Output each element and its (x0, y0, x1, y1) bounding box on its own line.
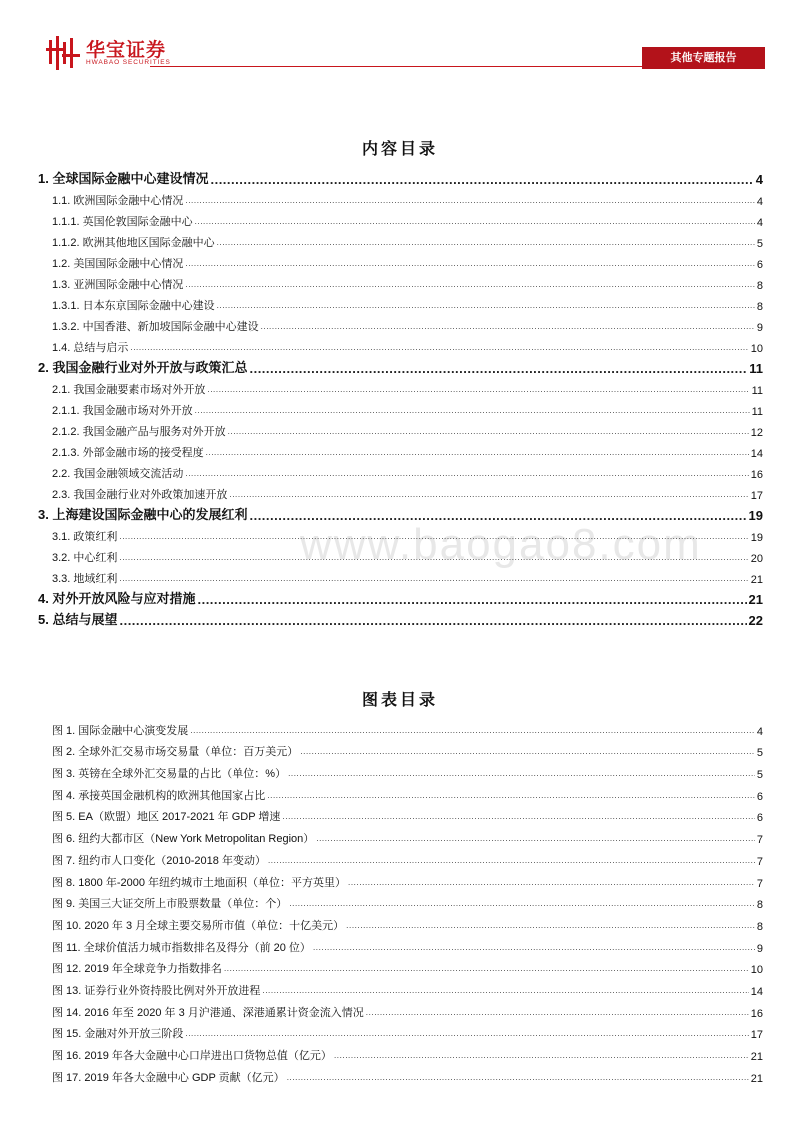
toc-entry[interactable] (38, 523, 763, 544)
dot-leader (366, 1006, 749, 1020)
entry-page-number: 14 (750, 985, 763, 998)
entry-page-number: 7 (756, 877, 763, 890)
dot-leader (195, 404, 750, 418)
entry-page-number: 22 (748, 613, 763, 628)
toc-entry[interactable] (38, 955, 763, 977)
dot-leader (334, 1049, 749, 1063)
toc-entry[interactable] (38, 1020, 763, 1042)
entry-page-number: 21 (750, 574, 763, 586)
entry-label: 图 2. 全球外汇交易市场交易量（单位：百万美元） (52, 746, 299, 759)
entry-label: 图 9. 美国三大证交所上市股票数量（单位：个） (52, 898, 288, 911)
entry-label: 2. 我国金融行业对外开放与政策汇总 (38, 360, 248, 375)
dot-leader (289, 897, 755, 911)
dot-leader (185, 467, 748, 481)
entry-label: 图 15. 金融对外开放三阶段 (52, 1028, 184, 1041)
dot-leader (316, 832, 755, 846)
entry-label: 1.3.2. 中国香港、新加坡国际金融中心建设 (52, 321, 259, 333)
dot-leader (130, 341, 748, 355)
dot-leader (185, 257, 754, 271)
logo-text-en: HWABAO SECURITIES (86, 59, 171, 66)
entry-label: 3.3. 地域红利 (52, 573, 118, 585)
dot-leader (348, 876, 755, 890)
toc-entry[interactable] (38, 759, 763, 781)
entry-label: 3. 上海建设国际金融中心的发展红利 (38, 507, 248, 522)
entry-page-number: 6 (756, 812, 763, 825)
dot-leader (217, 299, 755, 313)
dot-leader (267, 789, 755, 803)
logo-icon (46, 36, 80, 70)
dot-leader (229, 488, 748, 502)
toc-entry[interactable] (38, 271, 763, 292)
entry-label: 图 10. 2020 年 3 月全球主要交易所市值（单位：十亿美元） (52, 919, 345, 932)
toc-entry[interactable] (38, 586, 763, 607)
figures-title: 图表目录 (361, 690, 438, 709)
entry-label: 图 8. 1800 年-2000 年纽约城市土地面积（单位：平方英里） (52, 876, 347, 889)
figures-list (38, 716, 763, 1085)
toc-entry[interactable] (38, 229, 763, 250)
toc-entry[interactable] (38, 868, 763, 890)
entry-label: 3.2. 中心红利 (52, 552, 118, 564)
entry-page-number: 11 (751, 406, 763, 418)
dot-leader (346, 919, 755, 933)
dot-leader (119, 613, 746, 628)
entry-page-number: 7 (756, 855, 763, 868)
entry-page-number: 8 (756, 899, 763, 912)
entry-label: 图 5. EA（欧盟）地区 2017-2021 年 GDP 增速 (52, 811, 281, 824)
dot-leader (268, 854, 755, 868)
entry-label: 3.1. 政策红利 (52, 531, 118, 543)
toc-entry[interactable] (38, 890, 763, 912)
entry-label: 4. 对外开放风险与应对措施 (38, 591, 196, 606)
entry-page-number: 5 (756, 238, 763, 250)
toc-entry[interactable] (38, 933, 763, 955)
toc-entry[interactable] (38, 544, 763, 565)
dot-leader (313, 941, 755, 955)
toc-entry[interactable] (38, 1063, 763, 1085)
entry-label: 2.1.2. 我国金融产品与服务对外开放 (52, 426, 226, 438)
entry-page-number: 17 (750, 490, 763, 502)
toc-entry[interactable] (38, 166, 763, 187)
toc-entry[interactable] (38, 313, 763, 334)
toc-entry[interactable] (38, 565, 763, 586)
entry-page-number: 20 (750, 553, 763, 565)
toc-entry[interactable] (38, 781, 763, 803)
toc-entry[interactable] (38, 1041, 763, 1063)
entry-label: 图 17. 2019 年各大金融中心 GDP 贡献（亿元） (52, 1071, 285, 1084)
entry-page-number: 12 (750, 427, 763, 439)
entry-label: 图 3. 英镑在全球外汇交易量的占比（单位：%） (52, 768, 287, 781)
toc-entry[interactable] (38, 460, 763, 481)
entry-page-number: 10 (750, 343, 763, 355)
entry-page-number: 16 (750, 1007, 763, 1020)
watermark: www.baogao8.com (300, 520, 702, 569)
dot-leader (249, 361, 747, 376)
dot-leader (217, 236, 755, 250)
dot-leader (288, 767, 755, 781)
dot-leader (185, 1027, 748, 1041)
entry-label: 1.4. 总结与启示 (52, 342, 129, 354)
toc-entry[interactable] (38, 439, 763, 460)
dot-leader (224, 962, 749, 976)
entry-label: 图 1. 国际金融中心演变发展 (52, 724, 189, 737)
report-type-badge: 其他专题报告 (642, 47, 765, 69)
toc-entry[interactable] (38, 716, 763, 738)
entry-page-number: 14 (750, 448, 763, 460)
dot-leader (249, 508, 746, 523)
dot-leader (190, 724, 755, 738)
toc-entry[interactable] (38, 998, 763, 1020)
entry-page-number: 4 (756, 217, 763, 229)
entry-label: 图 16. 2019 年各大金融中心口岸进出口货物总值（亿元） (52, 1050, 332, 1062)
entry-page-number: 16 (750, 469, 763, 481)
entry-label: 2.1. 我国金融要素市场对外开放 (52, 384, 206, 396)
dot-leader (282, 810, 754, 824)
dot-leader (300, 745, 755, 759)
dot-leader (119, 530, 748, 544)
entry-page-number: 8 (756, 280, 763, 292)
entry-page-number: 17 (750, 1029, 763, 1042)
entry-label: 图 11. 全球价值活力城市指数排名及得分（前 20 位） (52, 941, 311, 954)
entry-page-number: 21 (750, 1051, 763, 1063)
toc-title: 内容目录 (361, 139, 438, 158)
dot-leader (207, 383, 749, 397)
entry-page-number: 8 (756, 301, 763, 313)
entry-label: 图 4. 承接英国金融机构的欧洲其他国家占比 (52, 789, 266, 802)
entry-page-number: 6 (756, 259, 763, 271)
dot-leader (228, 425, 749, 439)
dot-leader (119, 551, 748, 565)
entry-page-number: 11 (751, 385, 763, 397)
dot-leader (119, 572, 748, 586)
entry-label: 2.1.1. 我国金融市场对外开放 (52, 405, 193, 417)
toc-entry[interactable] (38, 481, 763, 502)
toc-entry[interactable] (38, 376, 763, 397)
entry-page-number: 4 (755, 172, 763, 187)
page-header (0, 0, 800, 80)
dot-leader (210, 172, 753, 187)
entry-page-number: 9 (756, 942, 763, 955)
entry-label: 图 6. 纽约大都市区（New York Metropolitan Region） (52, 833, 315, 846)
entry-label: 图 7. 纽约市人口变化（2010-2018 年变动） (52, 854, 266, 867)
entry-label: 2.2. 我国金融领域交流活动 (52, 468, 184, 480)
toc-entry[interactable] (38, 502, 763, 523)
toc-entry[interactable] (38, 976, 763, 998)
toc-entry[interactable] (38, 355, 763, 376)
toc-list (38, 166, 763, 628)
entry-page-number: 21 (748, 592, 763, 607)
entry-page-number: 5 (756, 747, 763, 760)
entry-label: 图 14. 2016 年至 2020 年 3 月沪港通、深港通累计资金流入情况 (52, 1006, 364, 1019)
entry-label: 1.2. 美国国际金融中心情况 (52, 258, 184, 270)
toc-entry[interactable] (38, 846, 763, 868)
entry-page-number: 5 (756, 769, 763, 782)
entry-label: 2.3. 我国金融行业对外政策加速开放 (52, 489, 228, 501)
toc-entry[interactable] (38, 187, 763, 208)
entry-page-number: 21 (750, 1072, 763, 1085)
toc-entry[interactable] (38, 803, 763, 825)
entry-page-number: 19 (748, 508, 763, 523)
entry-label: 图 13. 证券行业外资持股比例对外开放进程 (52, 984, 261, 997)
entry-page-number: 7 (756, 834, 763, 847)
toc-entry[interactable] (38, 208, 763, 229)
dot-leader (195, 215, 755, 229)
entry-label: 1.1.2. 欧洲其他地区国际金融中心 (52, 237, 215, 249)
toc-entry[interactable] (38, 292, 763, 313)
toc-entry[interactable] (38, 334, 763, 355)
dot-leader (197, 592, 746, 607)
entry-label: 2.1.3. 外部金融市场的接受程度 (52, 447, 204, 459)
toc-entry[interactable] (38, 397, 763, 418)
logo-text-cn: 华宝证券 (86, 39, 167, 61)
toc-entry[interactable] (38, 738, 763, 760)
dot-leader (262, 984, 748, 998)
dot-leader (261, 320, 755, 334)
entry-page-number: 8 (756, 920, 763, 933)
toc-entry[interactable] (38, 824, 763, 846)
entry-page-number: 9 (756, 322, 763, 334)
dot-leader (185, 278, 754, 292)
dot-leader (287, 1071, 749, 1085)
entry-page-number: 11 (749, 361, 763, 376)
entry-label: 5. 总结与展望 (38, 612, 118, 627)
entry-label: 1.1. 欧洲国际金融中心情况 (52, 195, 184, 207)
toc-entry[interactable] (38, 607, 763, 628)
entry-page-number: 4 (756, 725, 763, 738)
toc-entry[interactable] (38, 418, 763, 439)
entry-label: 1.3.1. 日本东京国际金融中心建设 (52, 300, 215, 312)
dot-leader (185, 194, 754, 208)
entry-label: 1.1.1. 英国伦敦国际金融中心 (52, 216, 193, 228)
entry-page-number: 10 (750, 964, 763, 977)
toc-entry[interactable] (38, 250, 763, 271)
toc-entry[interactable] (38, 911, 763, 933)
entry-page-number: 4 (756, 196, 763, 208)
entry-page-number: 6 (756, 790, 763, 803)
header-divider (150, 66, 642, 67)
entry-label: 图 12. 2019 年全球竞争力指数排名 (52, 963, 222, 976)
entry-label: 1.3. 亚洲国际金融中心情况 (52, 279, 184, 291)
entry-page-number: 19 (750, 532, 763, 544)
dot-leader (206, 446, 749, 460)
entry-label: 1. 全球国际金融中心建设情况 (38, 171, 209, 186)
